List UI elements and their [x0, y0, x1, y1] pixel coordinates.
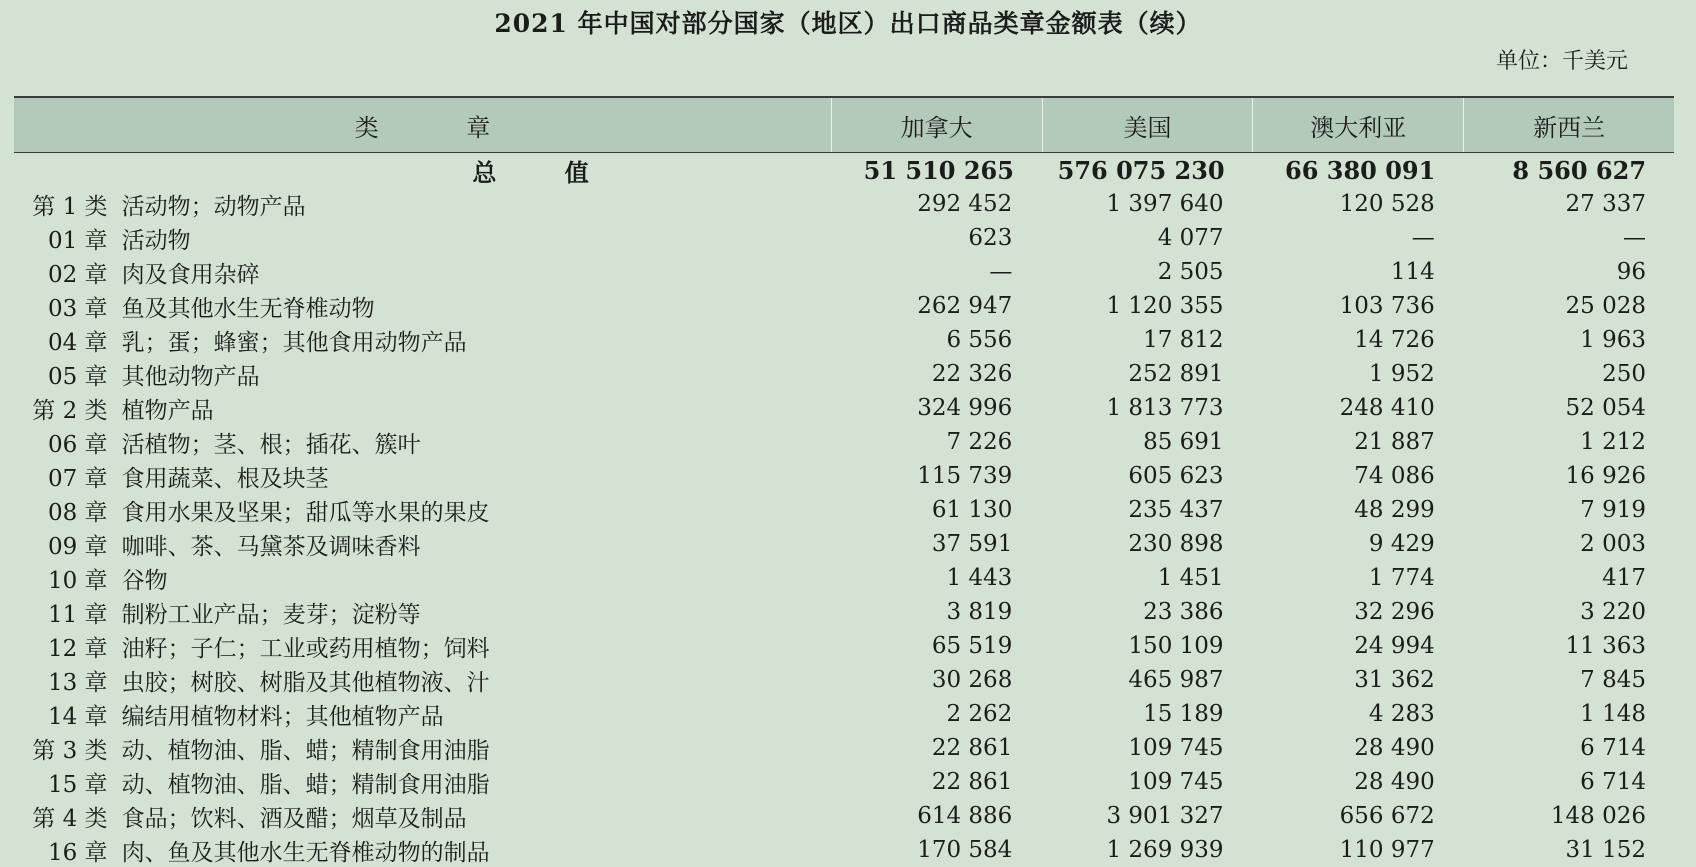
- value-canada: 7 226: [946, 429, 1013, 455]
- value-canada: 65 519: [931, 633, 1013, 659]
- total-australia: 66 380 091: [1285, 155, 1436, 185]
- value-australia: 1 774: [1368, 565, 1435, 591]
- row-code: 07 章: [47, 465, 108, 492]
- table-row: [14, 663, 1674, 697]
- value-new-zealand: 7 919: [1580, 497, 1646, 523]
- row-name: 乳；蛋；蜂蜜；其他食用动物产品: [121, 329, 467, 356]
- value-usa: 235 437: [1128, 497, 1224, 523]
- value-australia: 14 726: [1354, 327, 1435, 353]
- value-australia: —: [1411, 225, 1435, 251]
- header-usa: 美国: [1042, 98, 1253, 152]
- value-usa: 150 109: [1128, 633, 1224, 659]
- row-name: 油籽；子仁；工业或药用植物；饲料: [121, 635, 490, 662]
- table-row: [14, 289, 1674, 323]
- value-canada: 37 591: [931, 531, 1013, 557]
- value-new-zealand: 27 337: [1565, 191, 1646, 217]
- value-canada: 61 130: [931, 497, 1013, 523]
- row-name: 谷物: [121, 567, 168, 594]
- row-name: 编结用植物材料；其他植物产品: [121, 703, 444, 730]
- value-canada: 22 861: [931, 769, 1013, 795]
- table-row: [14, 255, 1674, 289]
- value-canada: 30 268: [931, 667, 1013, 693]
- value-canada: 2 262: [946, 701, 1013, 727]
- value-canada: 22 861: [931, 735, 1013, 761]
- row-name: 活动物；动物产品: [121, 193, 306, 220]
- value-new-zealand: 6 714: [1580, 769, 1646, 795]
- value-new-zealand: 1 212: [1580, 429, 1646, 455]
- value-australia: 24 994: [1354, 633, 1435, 659]
- value-australia: 32 296: [1354, 599, 1435, 625]
- row-name: 动、植物油、脂、蜡；精制食用油脂: [121, 771, 490, 798]
- row-name: 其他动物产品: [121, 363, 260, 390]
- row-code: 09 章: [47, 533, 108, 560]
- row-code: 03 章: [47, 295, 108, 322]
- row-code: 第 1 类: [32, 193, 108, 220]
- value-australia: 110 977: [1339, 837, 1435, 863]
- row-name: 虫胶；树胶、树脂及其他植物液、汁: [121, 669, 490, 696]
- table-row: [14, 629, 1674, 663]
- table-row: [14, 799, 1674, 833]
- value-canada: 262 947: [917, 293, 1013, 319]
- row-code: 06 章: [47, 431, 108, 458]
- value-usa: 1 120 355: [1106, 293, 1224, 319]
- row-name: 肉、鱼及其他水生无脊椎动物的制品: [121, 839, 490, 866]
- total-usa: 576 075 230: [1057, 155, 1225, 185]
- value-new-zealand: 52 054: [1565, 395, 1646, 421]
- row-name: 活动物: [121, 227, 191, 254]
- value-australia: 120 528: [1339, 191, 1435, 217]
- table-row: [14, 459, 1674, 493]
- row-name: 咖啡、茶、马黛茶及调味香料: [121, 533, 421, 560]
- table-row: [14, 697, 1674, 731]
- table-row: [14, 765, 1674, 799]
- header-new-zealand: 新西兰: [1463, 98, 1674, 152]
- value-new-zealand: 148 026: [1550, 803, 1646, 829]
- value-new-zealand: 16 926: [1565, 463, 1646, 489]
- value-canada: 614 886: [917, 803, 1013, 829]
- value-new-zealand: 7 845: [1580, 667, 1646, 693]
- value-usa: 4 077: [1157, 225, 1224, 251]
- value-australia: 21 887: [1354, 429, 1435, 455]
- row-code: 第 2 类: [32, 397, 108, 424]
- row-code: 08 章: [47, 499, 108, 526]
- value-new-zealand: 1 963: [1580, 327, 1646, 353]
- value-usa: 230 898: [1128, 531, 1224, 557]
- row-name: 制粉工业产品；麦芽；淀粉等: [121, 601, 421, 628]
- row-name: 肉及食用杂碎: [121, 261, 260, 288]
- value-usa: 109 745: [1128, 735, 1224, 761]
- page-title: 2021 年中国对部分国家（地区）出口商品类章金额表（续）: [494, 9, 1202, 38]
- value-canada: 324 996: [917, 395, 1013, 421]
- value-usa: 252 891: [1128, 361, 1224, 387]
- table-row: [14, 493, 1674, 527]
- value-canada: 6 556: [946, 327, 1013, 353]
- row-name: 食品；饮料、酒及醋；烟草及制品: [121, 805, 467, 832]
- value-usa: 1 813 773: [1106, 395, 1224, 421]
- value-australia: 9 429: [1368, 531, 1435, 557]
- value-usa: 15 189: [1143, 701, 1224, 727]
- table-row: [14, 187, 1674, 221]
- value-usa: 605 623: [1128, 463, 1224, 489]
- value-new-zealand: 6 714: [1580, 735, 1646, 761]
- table-row: [14, 527, 1674, 561]
- row-name: 鱼及其他水生无脊椎动物: [121, 295, 375, 322]
- row-name: 植物产品: [121, 397, 214, 424]
- value-new-zealand: 2 003: [1580, 531, 1646, 557]
- value-australia: 103 736: [1339, 293, 1435, 319]
- total-new-zealand: 8 560 627: [1512, 155, 1647, 185]
- row-code: 10 章: [47, 567, 108, 594]
- value-new-zealand: 11 363: [1565, 633, 1646, 659]
- value-usa: 85 691: [1143, 429, 1224, 455]
- row-code: 05 章: [47, 363, 108, 390]
- export-table: [14, 96, 1674, 867]
- value-canada: —: [989, 259, 1013, 285]
- value-new-zealand: 250: [1602, 361, 1646, 387]
- table-row: [14, 391, 1674, 425]
- row-code: 14 章: [47, 703, 108, 730]
- value-australia: 28 490: [1354, 735, 1435, 761]
- value-new-zealand: —: [1622, 225, 1646, 251]
- row-code: 15 章: [47, 771, 108, 798]
- row-code: 16 章: [47, 839, 108, 866]
- value-canada: 292 452: [917, 191, 1013, 217]
- header-australia: 澳大利亚: [1252, 98, 1463, 152]
- value-australia: 656 672: [1339, 803, 1435, 829]
- value-usa: 1 451: [1157, 565, 1224, 591]
- value-usa: 1 397 640: [1106, 191, 1224, 217]
- value-australia: 1 952: [1368, 361, 1435, 387]
- value-australia: 31 362: [1354, 667, 1435, 693]
- table-row: [14, 561, 1674, 595]
- value-australia: 74 086: [1354, 463, 1435, 489]
- value-usa: 465 987: [1128, 667, 1224, 693]
- value-new-zealand: 96: [1616, 259, 1646, 285]
- value-australia: 48 299: [1354, 497, 1435, 523]
- table-row: [14, 595, 1674, 629]
- row-code: 11 章: [47, 601, 108, 628]
- total-canada: 51 510 265: [863, 155, 1014, 185]
- value-canada: 623: [968, 225, 1013, 251]
- row-code: 13 章: [47, 669, 108, 696]
- row-code: 第 3 类: [32, 737, 108, 764]
- row-code: 12 章: [47, 635, 108, 662]
- value-usa: 2 505: [1157, 259, 1224, 285]
- value-new-zealand: 31 152: [1565, 837, 1646, 863]
- row-name: 动、植物油、脂、蜡；精制食用油脂: [121, 737, 490, 764]
- value-new-zealand: 417: [1602, 565, 1646, 591]
- value-usa: 23 386: [1143, 599, 1224, 625]
- total-label: 总 值: [472, 157, 619, 187]
- table-row: [14, 323, 1674, 357]
- header-category: 类 章: [354, 113, 531, 142]
- value-canada: 1 443: [946, 565, 1013, 591]
- total-row: [14, 153, 1674, 187]
- unit-label: 单位：千美元: [1495, 49, 1628, 74]
- header-canada: 加拿大: [831, 98, 1042, 152]
- row-name: 食用蔬菜、根及块茎: [121, 465, 329, 492]
- value-usa: 109 745: [1128, 769, 1224, 795]
- row-name: 食用水果及坚果；甜瓜等水果的果皮: [121, 499, 490, 526]
- value-australia: 114: [1390, 259, 1435, 285]
- value-canada: 170 584: [917, 837, 1013, 863]
- value-canada: 115 739: [917, 463, 1013, 489]
- table-row: [14, 731, 1674, 765]
- value-usa: 1 269 939: [1106, 837, 1224, 863]
- value-australia: 28 490: [1354, 769, 1435, 795]
- row-code: 01 章: [47, 227, 108, 254]
- value-usa: 3 901 327: [1106, 803, 1224, 829]
- row-code: 第 4 类: [32, 805, 108, 832]
- table-header: [14, 96, 1674, 153]
- table-body: [14, 187, 1674, 867]
- row-code: 02 章: [47, 261, 108, 288]
- table-row: [14, 425, 1674, 459]
- value-new-zealand: 3 220: [1580, 599, 1646, 625]
- value-australia: 4 283: [1368, 701, 1435, 727]
- value-new-zealand: 1 148: [1580, 701, 1646, 727]
- value-new-zealand: 25 028: [1565, 293, 1646, 319]
- value-usa: 17 812: [1143, 327, 1224, 353]
- row-name: 活植物；茎、根；插花、簇叶: [121, 431, 421, 458]
- table-row: [14, 357, 1674, 391]
- value-canada: 3 819: [946, 599, 1013, 625]
- value-australia: 248 410: [1339, 395, 1435, 421]
- row-code: 04 章: [47, 329, 108, 356]
- table-row: [14, 221, 1674, 255]
- value-canada: 22 326: [931, 361, 1013, 387]
